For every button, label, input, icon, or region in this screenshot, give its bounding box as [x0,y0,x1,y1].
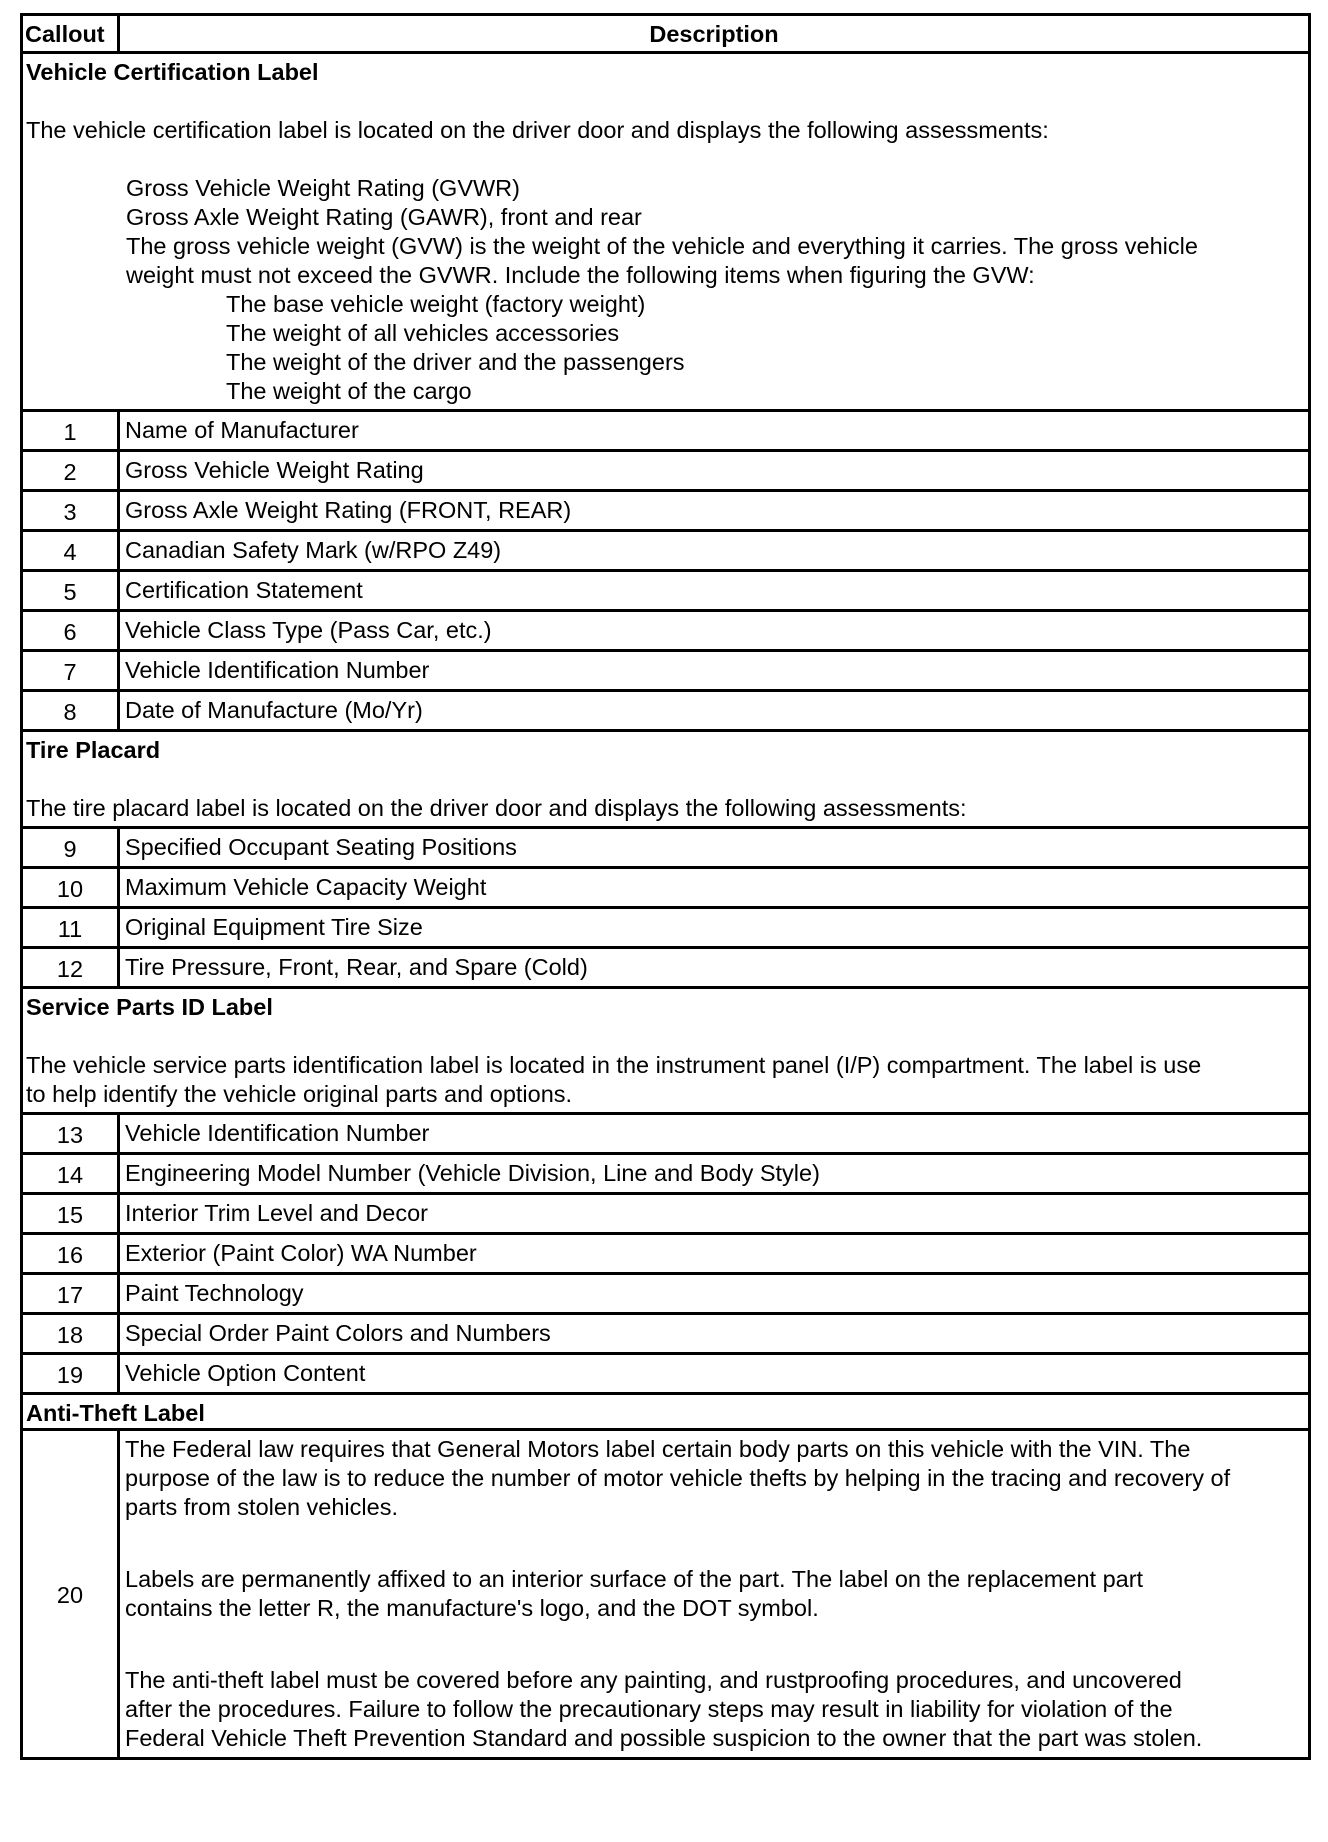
list-item: Gross Vehicle Weight Rating (GVWR) [126,175,520,201]
section-tire-placard [22,731,1310,828]
callout-number: 16 [22,1234,119,1274]
table-row [22,451,1310,491]
table-row [22,828,1310,868]
sub-list-item: The weight of the cargo [226,378,472,404]
table-row [22,948,1310,988]
callout-number: 11 [22,908,119,948]
table-row [22,651,1310,691]
callout-number: 17 [22,1274,119,1314]
table-row [22,611,1310,651]
callout-description: Maximum Vehicle Capacity Weight [119,868,1310,908]
paragraph-line: contains the letter R, the manufacture's logo, and the DOT symbol. [125,1595,819,1621]
table-row [22,1314,1310,1354]
paragraph-line: The anti-theft label must be covered before any painting, and rustproofing procedures, and uncovered [125,1667,1182,1693]
callout-description: Vehicle Identification Number [119,1114,1310,1154]
callout-number: 19 [22,1354,119,1394]
section-title: Anti-Theft Label [26,1400,205,1426]
callout-number: 2 [22,451,119,491]
gvw-text-line: weight must not exceed the GVWR. Include the following items when figuring the GVW: [126,262,1035,288]
paragraph-line: Federal Vehicle Theft Prevention Standard and possible suspicion to the owner that the part was stolen. [125,1725,1203,1751]
callout-number: 7 [22,651,119,691]
sub-list-item: The weight of the driver and the passengers [226,349,685,375]
section-intro: The tire placard label is located on the driver door and displays the following assessments: [26,795,967,821]
table-row [22,531,1310,571]
table-row [22,411,1310,451]
callout-number: 15 [22,1194,119,1234]
paragraph-line: parts from stolen vehicles. [125,1494,398,1520]
table-row [22,1354,1310,1394]
section-title: Tire Placard [26,737,161,763]
section-title: Service Parts ID Label [26,994,273,1020]
paragraph-line: Labels are permanently affixed to an interior surface of the part. The label on the replacement part [125,1566,1144,1592]
callout-number: 12 [22,948,119,988]
callout-description: Exterior (Paint Color) WA Number [119,1234,1310,1274]
callout-description: Date of Manufacture (Mo/Yr) [119,691,1310,731]
paragraph-line: after the procedures. Failure to follow the precautionary steps may result in liability for violation of the [125,1696,1173,1722]
table-row [22,1234,1310,1274]
callout-description: Certification Statement [119,571,1310,611]
callout-number: 13 [22,1114,119,1154]
callout-description: Gross Vehicle Weight Rating [119,451,1310,491]
section-intro: The vehicle certification label is located on the driver door and displays the following assessments: [26,117,1049,143]
callout-description: Tire Pressure, Front, Rear, and Spare (Cold) [119,948,1310,988]
callout-number: 5 [22,571,119,611]
section-anti-theft [22,1394,1310,1430]
callout-number: 1 [22,411,119,451]
callout-description: Canadian Safety Mark (w/RPO Z49) [119,531,1310,571]
callout-description: Engineering Model Number (Vehicle Division, Line and Body Style) [119,1154,1310,1194]
callout-number: 3 [22,491,119,531]
callout-description: Vehicle Identification Number [119,651,1310,691]
table-row [22,571,1310,611]
callout-number: 14 [22,1154,119,1194]
callout-description: Paint Technology [119,1274,1310,1314]
callout-number: 4 [22,531,119,571]
table-row [22,908,1310,948]
callout-description: Name of Manufacturer [119,411,1310,451]
section-vehicle-certification [22,53,1310,411]
callout-description: Specified Occupant Seating Positions [119,828,1310,868]
callout-description: Vehicle Option Content [119,1354,1310,1394]
description-header: Description [119,15,1310,53]
section-intro-line: to help identify the vehicle original parts and options. [26,1081,573,1107]
callout-header: Callout [22,15,119,53]
sub-list-item: The base vehicle weight (factory weight) [226,291,646,317]
table-row [22,1430,1310,1759]
callout-table-document [20,13,1308,1760]
callout-number: 18 [22,1314,119,1354]
callout-number: 9 [22,828,119,868]
section-title: Vehicle Certification Label [26,59,319,85]
callout-description: Gross Axle Weight Rating (FRONT, REAR) [119,491,1310,531]
callout-table [20,13,1311,1760]
callout-number: 20 [22,1430,119,1759]
callout-description [119,1430,1310,1759]
callout-description: Interior Trim Level and Decor [119,1194,1310,1234]
table-row [22,1154,1310,1194]
gvw-text-line: The gross vehicle weight (GVW) is the weight of the vehicle and everything it carries. The gross vehicle [126,233,1198,259]
section-service-parts-id [22,988,1310,1114]
callout-number: 8 [22,691,119,731]
paragraph-line: The Federal law requires that General Motors label certain body parts on this vehicle with the VIN. The [125,1436,1191,1462]
table-row [22,1274,1310,1314]
section-intro-line: The vehicle service parts identification label is located in the instrument panel (I/P) compartment. The label is use [26,1052,1202,1078]
callout-description: Original Equipment Tire Size [119,908,1310,948]
callout-number: 6 [22,611,119,651]
table-row [22,691,1310,731]
callout-description: Special Order Paint Colors and Numbers [119,1314,1310,1354]
paragraph-line: purpose of the law is to reduce the number of motor vehicle thefts by helping in the tracing and recovery of [125,1465,1231,1491]
header-row [22,15,1310,53]
table-row [22,868,1310,908]
table-row [22,1194,1310,1234]
callout-number: 10 [22,868,119,908]
table-row [22,1114,1310,1154]
table-row [22,491,1310,531]
sub-list-item: The weight of all vehicles accessories [226,320,620,346]
list-item: Gross Axle Weight Rating (GAWR), front and rear [126,204,642,230]
callout-description: Vehicle Class Type (Pass Car, etc.) [119,611,1310,651]
